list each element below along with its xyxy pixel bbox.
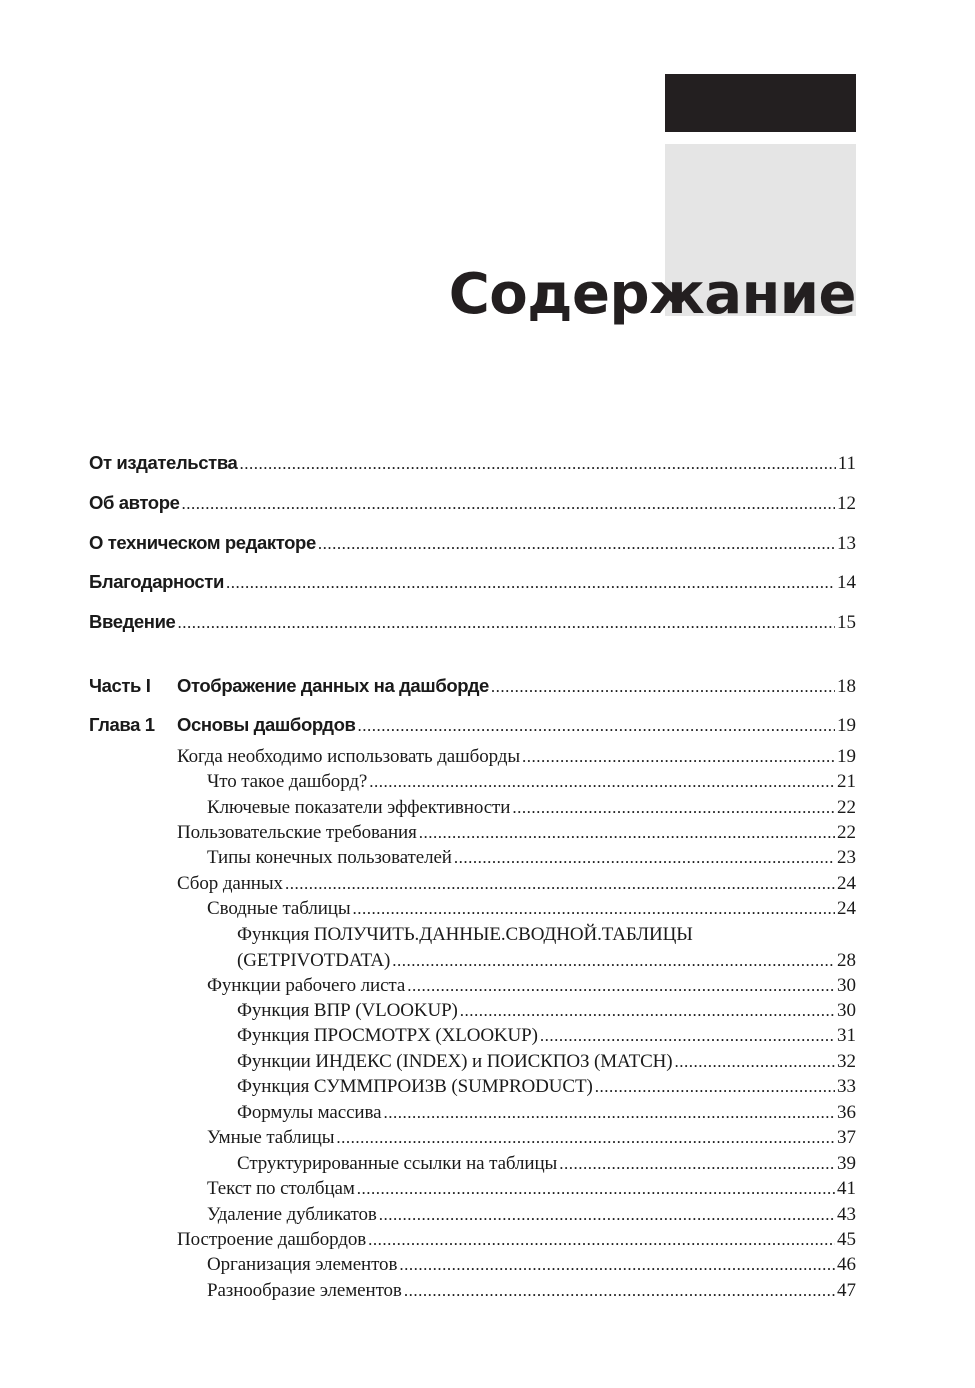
toc-entry-page: 30 (837, 975, 856, 996)
toc-entry-page: 47 (837, 1280, 856, 1301)
toc-entry-page: 24 (837, 898, 856, 919)
toc-entry-title-line[interactable]: Функция ПОЛУЧИТЬ.ДАННЫЕ.СВОДНОЙ.ТАБЛИЦЫ (237, 924, 693, 945)
toc-entry-title: Основы дашбордов (177, 714, 356, 735)
toc-entry-title: Текст по столбцам (207, 1178, 355, 1199)
toc-entry-page: 39 (837, 1153, 856, 1174)
toc-entry-page: 23 (837, 847, 856, 868)
toc-entry-page: 19 (837, 746, 856, 767)
leader-dots (358, 715, 835, 737)
toc-entry[interactable] (237, 1102, 856, 1124)
toc-entry[interactable] (89, 532, 856, 555)
toc-chapter-entry[interactable] (177, 714, 856, 737)
leader-dots (369, 771, 835, 793)
toc-entry[interactable] (207, 771, 856, 793)
leader-dots (379, 1204, 835, 1226)
toc-entry-title: Отображение данных на дашборде (177, 675, 489, 696)
toc-entry-title: Об авторе (89, 492, 180, 513)
leader-dots (540, 1025, 835, 1047)
toc-entry[interactable] (207, 1254, 856, 1276)
toc-entry-page: 32 (837, 1051, 856, 1072)
toc-entry-title: Введение (89, 611, 176, 632)
toc-entry-page: 14 (837, 572, 856, 593)
toc-entry-title: Благодарности (89, 571, 224, 592)
toc-entry[interactable] (237, 1051, 856, 1073)
leader-dots (336, 1127, 835, 1149)
toc-entry-page: 41 (837, 1178, 856, 1199)
chapter-label: Глава 1 (89, 714, 155, 735)
toc-entry-page: 19 (837, 715, 856, 736)
toc-entry-title: Умные таблицы (207, 1127, 335, 1148)
toc-entry[interactable] (177, 873, 856, 895)
toc-entry-title: Ключевые показатели эффективности (207, 797, 511, 818)
toc-entry-page: 11 (837, 453, 856, 474)
toc-entry[interactable] (237, 1000, 856, 1022)
leader-dots (404, 1280, 835, 1302)
toc-entry-title: Удаление дубликатов (207, 1204, 377, 1225)
leader-dots (460, 1000, 835, 1022)
toc-entry[interactable] (207, 847, 856, 869)
toc-entry-title: От издательства (89, 452, 238, 473)
page-title: Содержание (448, 262, 856, 327)
toc-entry[interactable] (177, 746, 856, 768)
toc-entry-title: Что такое дашборд? (207, 771, 368, 792)
leader-dots (181, 493, 835, 515)
toc-entry[interactable] (89, 492, 856, 515)
toc-entry-page: 12 (837, 493, 856, 514)
toc-entry-title: Организация элементов (207, 1254, 398, 1275)
toc-entry-page: 21 (837, 771, 856, 792)
toc-entry-page: 22 (837, 822, 856, 843)
toc-entry[interactable] (177, 1229, 856, 1251)
toc-entry-title: Функции рабочего листа (207, 975, 406, 996)
leader-dots (522, 746, 835, 768)
toc-entry-page: 33 (837, 1076, 856, 1097)
toc-entry[interactable] (207, 975, 856, 997)
toc-entry-title: Когда необходимо использовать дашборды (177, 746, 521, 767)
toc-entry-title: О техническом редакторе (89, 532, 316, 553)
toc-entry-page: 31 (837, 1025, 856, 1046)
toc-entry-title: Сводные таблицы (207, 898, 351, 919)
toc-entry[interactable] (207, 797, 856, 819)
toc-entry-page: 28 (837, 950, 856, 971)
leader-dots (407, 975, 835, 997)
toc-entry-title: Сбор данных (177, 873, 283, 894)
toc-entry-title: (GETPIVOTDATA) (237, 950, 391, 971)
toc-entry-title: Функция ПРОСМОТРX (XLOOKUP) (237, 1025, 538, 1046)
toc-entry-title: Построение дашбордов (177, 1229, 367, 1250)
toc-entry[interactable] (207, 1127, 856, 1149)
toc-entry[interactable] (89, 611, 856, 634)
toc-entry-title: Пользовательские требования (177, 822, 417, 843)
toc-entry[interactable] (89, 571, 856, 594)
leader-dots (177, 612, 835, 634)
toc-entry-title: Функция ВПР (VLOOKUP) (237, 1000, 458, 1021)
toc-entry[interactable] (207, 1280, 856, 1302)
toc-entry[interactable] (207, 1178, 856, 1200)
toc-entry-title: Структурированные ссылки на таблицы (237, 1153, 558, 1174)
toc-entry-title: Функция СУММПРОИЗВ (SUMPRODUCT) (237, 1076, 593, 1097)
toc-entry-page: 18 (837, 676, 856, 697)
toc-entry[interactable] (207, 1204, 856, 1226)
toc-entry-page: 46 (837, 1254, 856, 1275)
toc-entry-page: 24 (837, 873, 856, 894)
leader-dots (675, 1051, 836, 1073)
toc-entry-page: 36 (837, 1102, 856, 1123)
leader-dots (239, 453, 835, 475)
decorative-black-block (665, 74, 856, 132)
toc-entry-page: 22 (837, 797, 856, 818)
leader-dots (383, 1102, 835, 1124)
toc-entry-title: Разнообразие элементов (207, 1280, 402, 1301)
leader-dots (226, 572, 835, 594)
toc-entry-page: 13 (837, 533, 856, 554)
leader-dots (353, 898, 836, 920)
leader-dots (595, 1076, 835, 1098)
leader-dots (318, 533, 835, 555)
toc-entry[interactable] (207, 898, 856, 920)
leader-dots (491, 676, 835, 698)
leader-dots (454, 847, 835, 869)
toc-entry-page: 43 (837, 1204, 856, 1225)
toc-entry-page: 15 (837, 612, 856, 633)
leader-dots (392, 950, 835, 972)
leader-dots (559, 1153, 835, 1175)
toc-entry-title: Формулы массива (237, 1102, 382, 1123)
leader-dots (512, 797, 835, 819)
toc-entry[interactable] (237, 1076, 856, 1098)
toc-entry-title: Типы конечных пользователей (207, 847, 452, 868)
toc-entry-page: 45 (837, 1229, 856, 1250)
toc-entry[interactable] (89, 452, 856, 475)
toc-entry[interactable] (177, 822, 856, 844)
toc-entry[interactable] (237, 950, 856, 972)
toc-part-entry[interactable] (177, 675, 856, 698)
toc-entry[interactable] (237, 1153, 856, 1175)
leader-dots (285, 873, 835, 895)
toc-entry-page: 30 (837, 1000, 856, 1021)
part-label: Часть I (89, 675, 151, 696)
leader-dots (399, 1254, 835, 1276)
toc-entry-title: Функции ИНДЕКС (INDEX) и ПОИСКПОЗ (MATCH) (237, 1051, 673, 1072)
toc-entry[interactable] (237, 1025, 856, 1047)
leader-dots (419, 822, 835, 844)
toc-entry-page: 37 (837, 1127, 856, 1148)
leader-dots (357, 1178, 835, 1200)
leader-dots (368, 1229, 835, 1251)
